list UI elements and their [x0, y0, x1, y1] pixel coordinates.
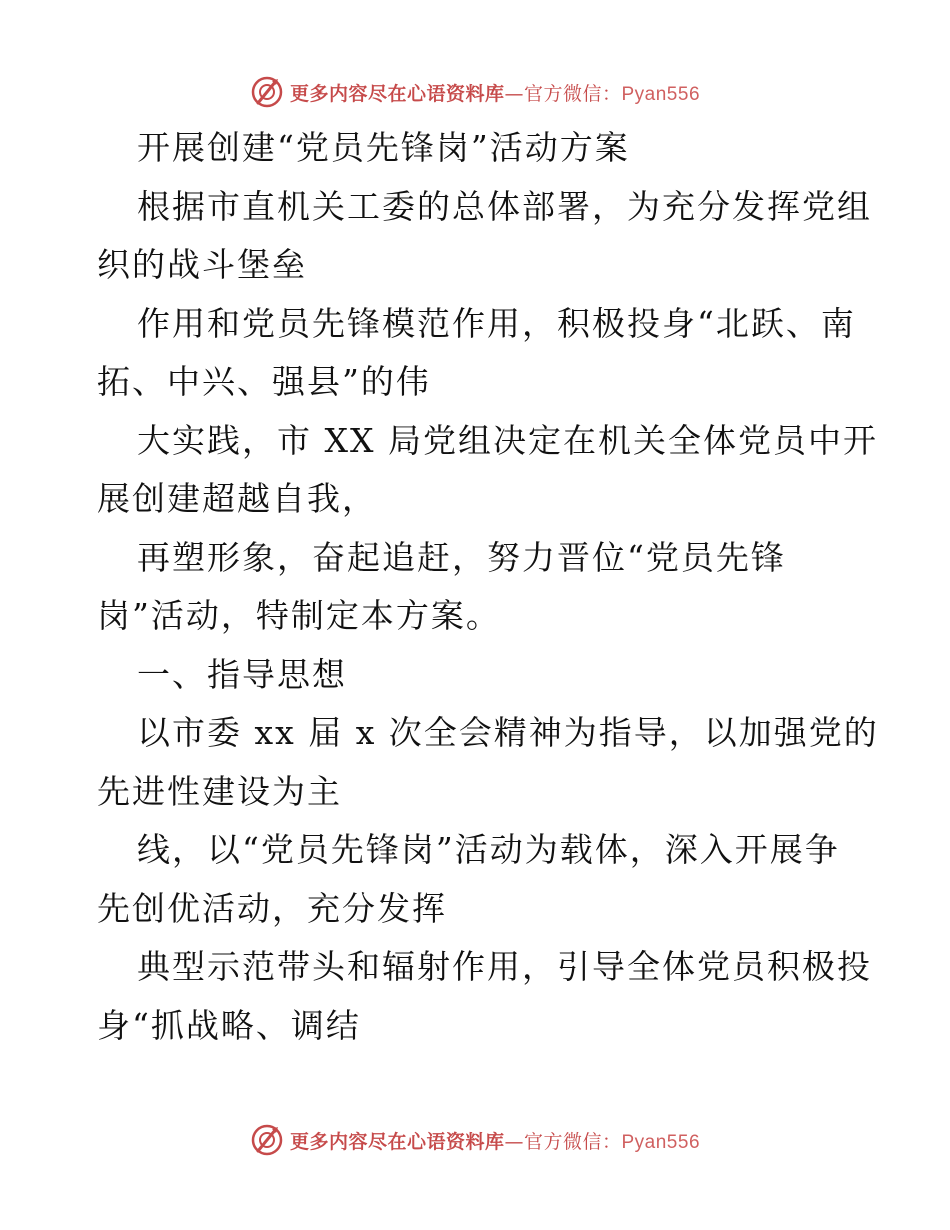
paragraph-line: 拓、中兴、强县”的伟 — [97, 362, 431, 401]
watermark-id: Pyan556 — [621, 83, 701, 105]
paragraph-line: 先进性建设为主 — [97, 772, 342, 811]
watermark-main: 更多内容尽在心语资料库 — [289, 1130, 505, 1153]
brand-logo-icon — [250, 75, 284, 109]
watermark-main: 更多内容尽在心语资料库 — [289, 82, 505, 105]
paragraph-line: 展创建超越自我， — [97, 479, 377, 518]
paragraph-line: 作用和党员先锋模范作用，积极投身“北跃、南 — [137, 304, 856, 343]
paragraph-line: 根据市直机关工委的总体部署，为充分发挥党组 — [137, 187, 872, 226]
paragraph-line: 岗”活动，特制定本方案。 — [97, 596, 501, 635]
paragraph-line: 大实践，市 XX 局党组决定在机关全体党员中开 — [137, 421, 878, 460]
paragraph-line: 先创优活动，充分发挥 — [97, 889, 447, 928]
paragraph-line: 线，以“党员先锋岗”活动为载体，深入开展争 — [137, 830, 840, 869]
watermark-text — [290, 79, 700, 106]
watermark-text — [290, 1127, 700, 1154]
paragraph-line: 典型示范带头和辐射作用，引导全体党员积极投 — [137, 947, 872, 986]
brand-logo-icon — [250, 1123, 284, 1157]
paragraph-line: 再塑形象，奋起追赶，努力晋位“党员先锋 — [137, 538, 786, 577]
watermark-dash: — — [504, 82, 524, 105]
watermark-id: Pyan556 — [621, 1131, 701, 1153]
section-heading: 一、指导思想 — [137, 655, 347, 694]
paragraph-line: 以市委 xx 届 x 次全会精神为指导，以加强党的 — [137, 713, 879, 752]
footer-watermark — [0, 1120, 950, 1160]
watermark-dash: — — [504, 1130, 524, 1153]
paragraph-line: 身“抓战略、调结 — [97, 1006, 361, 1045]
document-title: 开展创建“党员先锋岗”活动方案 — [137, 128, 630, 167]
paragraph-line: 织的战斗堡垒 — [97, 245, 307, 284]
header-watermark — [0, 72, 950, 112]
watermark-sub: 官方微信： — [523, 82, 622, 105]
watermark-sub: 官方微信： — [523, 1130, 622, 1153]
